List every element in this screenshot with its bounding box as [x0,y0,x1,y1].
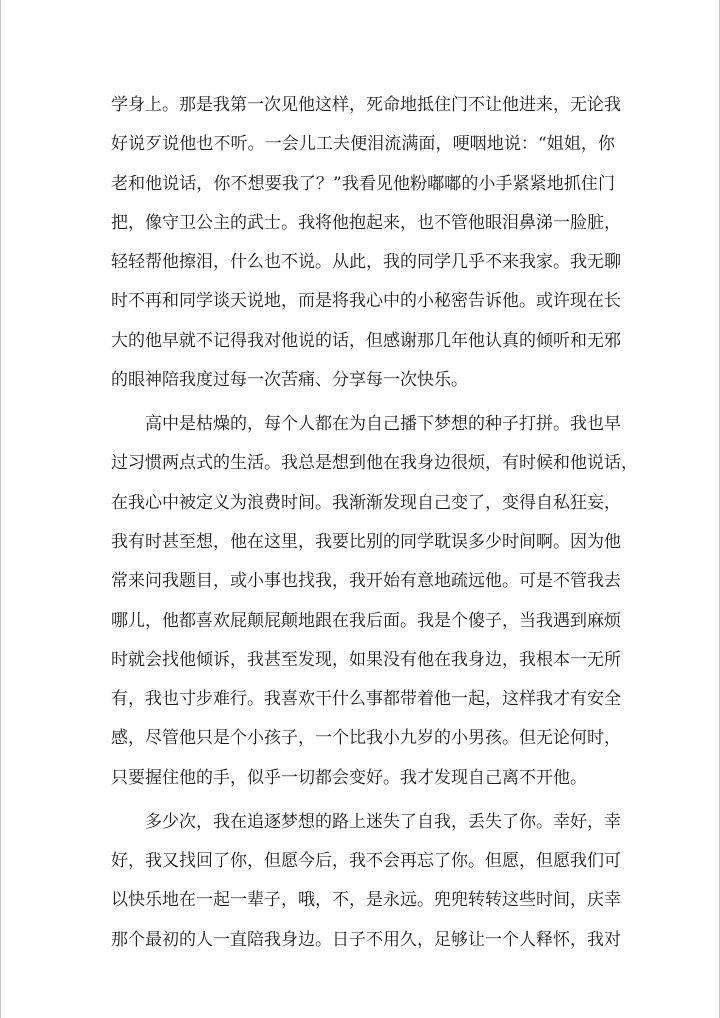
text-line: 好说歹说他也不听。一会儿工夫便泪流满面，哽咽地说：“姐姐，你 [111,134,615,155]
paragraph-3 [111,803,621,960]
text-line: 时不再和同学谈天说地，而是将我心中的小秘密告诉他。或许现在长 [111,291,621,312]
body-text [111,86,638,960]
text-line: 以快乐地在一起一辈子，哦，不，是永远。兜兜转转这些时间，庆幸 [111,890,621,911]
text-line: 学身上。那是我第一次见他这样，死命地抵住门不让他进来，无论我 [111,95,621,115]
text-line: 只要握住他的手，似乎一切都会变好。我才发现自己离不开他。 [111,767,587,788]
text-line: 我有时甚至想，他在这里，我要比别的同学耽误多少时间啊。因为他 [111,531,621,552]
text-line: 老和他说话，你不想要我了？”我看见他粉嘟嘟的小手紧紧地抓住门 [111,173,615,194]
text-line: 常来问我题目，或小事也找我，我开始有意地疏远他。可是不管我去 [111,571,621,592]
text-line: 哪儿，他都喜欢屁颠屁颠地跟在我后面。我是个傻子，当我遇到麻烦 [111,610,621,631]
text-line: 在我心中被定义为浪费时间。我渐渐发现自己变了，变得自私狂妄， [111,492,621,513]
text-line: 大的他早就不记得我对他说的话，但感谢那几年他认真的倾听和无邪 [111,330,621,351]
text-line: 过习惯两点式的生活。我总是想到他在我身边很烦，有时候和他说话， [111,453,638,474]
text-line: 好，我又找回了你，但愿今后，我不会再忘了你。但愿，但愿我们可 [111,851,621,872]
paragraph-1 [111,86,621,400]
text-line: 高中是枯燥的，每个人都在为自己播下梦想的种子打拼。我也早 [145,414,621,435]
text-line: 那个最初的人一直陪我身边。日子不用久，足够让一个人释怀，我对 [111,929,621,950]
text-line: 感，尽管他只是个小孩子，一个比我小九岁的小男孩。但无论何时， [111,728,621,749]
paragraph-2 [111,405,638,798]
text-line: 把，像守卫公主的武士。我将他抱起来，也不管他眼泪鼻涕一脸脏， [111,212,621,233]
text-line: 轻轻帮他擦泪，什么也不说。从此，我的同学几乎不来我家。我无聊 [111,252,621,273]
text-line: 的眼神陪我度过每一次苦痛、分享每一次快乐。 [111,370,468,391]
text-line: 有，我也寸步难行。我喜欢干什么事都带着他一起，这样我才有安全 [111,689,621,710]
text-line: 时就会找他倾诉，我甚至发现，如果没有他在我身边，我根本一无所 [111,649,621,670]
text-line: 多少次，我在追逐梦想的路上迷失了自我，丢失了你。幸好，幸 [145,811,621,832]
